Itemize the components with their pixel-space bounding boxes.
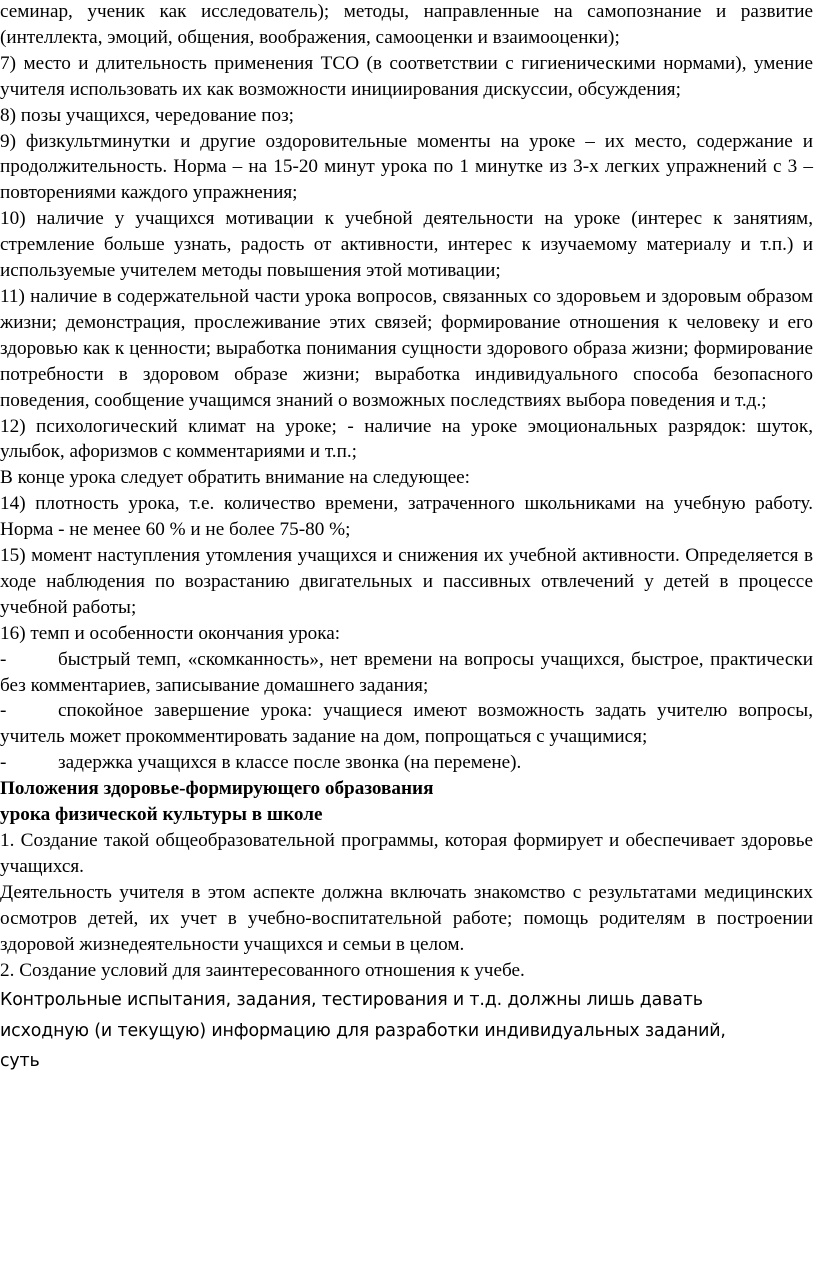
section-heading-line-2: урока физической культуры в школе xyxy=(0,804,323,826)
paragraph-point-2: 2. Создание условий для заинтересованного отношения к учебе. xyxy=(0,959,525,981)
paragraph-item-9: 9) физкультминутки и другие оздоровительные моменты на уроке – их место, содержание и продолжительность. Норма – на 15-20 минут урока по 1 минутке из 3-х легких упражнений с 3 – повторениями каждого упражнения; xyxy=(0,130,813,204)
paragraph-item-10: 10) наличие у учащихся мотивации к учебной деятельности на уроке (интерес к занятиям, стремление больше узнать, радость от активности, интерес к изучаемому материалу и т.п.) и используемые учителем методы повышения этой мотивации; xyxy=(0,208,813,282)
dash-list-item xyxy=(0,750,813,776)
sans-text-line-1: Контрольные испытания, задания, тестирования и т.д. должны лишь давать xyxy=(0,990,703,1011)
paragraph-item-14: 14) плотность урока, т.е. количество времени, затраченного школьниками на учебную работу. Норма - не менее 60 % и не более 75-80 %; xyxy=(0,493,813,541)
paragraph-point-1: 1. Создание такой общеобразовательной программы, которая формирует и обеспечивает здоровье учащихся. xyxy=(0,830,813,877)
paragraph-intro-continuation: семинар, ученик как исследователь); методы, направленные на самопознание и развитие (интеллекта, эмоций, общения, воображения, самооценки и взаимооценки); xyxy=(0,1,813,48)
paragraph-item-11: 11) наличие в содержательной части урока вопросов, связанных со здоровьем и здоровым образом жизни; демонстрация, прослеживание этих связей; формирование отношения к человеку и его здоровью как к ценности; выработка понимания сущности здорового образа жизни; формирование потребности в здоровом образе жизни; выработка индивидуального способа безопасного поведения, сообщение учащимся знаний о возможных последствиях выбора поведения и т.д.; xyxy=(0,285,813,411)
dash-list-item xyxy=(0,698,813,750)
dash-list-item xyxy=(0,647,813,699)
sans-text-line-2: исходную (и текущую) информацию для разработки индивидуальных заданий, xyxy=(0,1020,726,1041)
paragraph-teacher-activity: Деятельность учителя в этом аспекте должна включать знакомство с результатами медицинских осмотров детей, их учет в учебно-воспитательной работе; помощь родителям в построении здоровой жизнедеятельности учащихся и семьи в целом. xyxy=(0,881,813,955)
paragraph-item-8: 8) позы учащихся, чередование поз; xyxy=(0,104,295,126)
dash-marker: - xyxy=(0,752,7,774)
dash-item-text: спокойное завершение урока: учащиеся имеют возможность задать учителю вопросы, учитель может прокомментировать задание на дом, попрощаться с учащимися; xyxy=(0,700,813,748)
paragraph-item-7: 7) место и длительность применения ТСО (в соответствии с гигиеническими нормами), умение учителя использовать их как возможности инициирования дискуссии, обсуждения; xyxy=(0,52,813,100)
dash-marker: - xyxy=(0,648,7,670)
paragraph-item-12: 12) психологический климат на уроке; - наличие на уроке эмоциональных разрядок: шуток, улыбок, афоризмов с комментариями и т.п.; xyxy=(0,415,813,463)
dash-marker: - xyxy=(0,700,7,722)
dash-item-text: быстрый темп, «скомканность», нет времени на вопросы учащихся, быстрое, практически без комментариев, записывание домашнего задания; xyxy=(0,648,813,696)
dash-item-text: задержка учащихся в классе после звонка (на перемене). xyxy=(58,752,522,774)
paragraph-item-16: 16) темп и особенности окончания урока: xyxy=(0,622,341,644)
section-heading-line-1: Положения здоровье-формирующего образования xyxy=(0,778,434,800)
paragraph-item-15: 15) момент наступления утомления учащихся и снижения их учебной активности. Определяется в ходе наблюдения по возрастанию двигательных и пассивных отвлечений у детей в процессе учебной работы; xyxy=(0,545,813,618)
sans-text-line-3: суть xyxy=(0,1051,40,1072)
paragraph-lesson-end-intro: В конце урока следует обратить внимание на следующее: xyxy=(0,467,470,489)
